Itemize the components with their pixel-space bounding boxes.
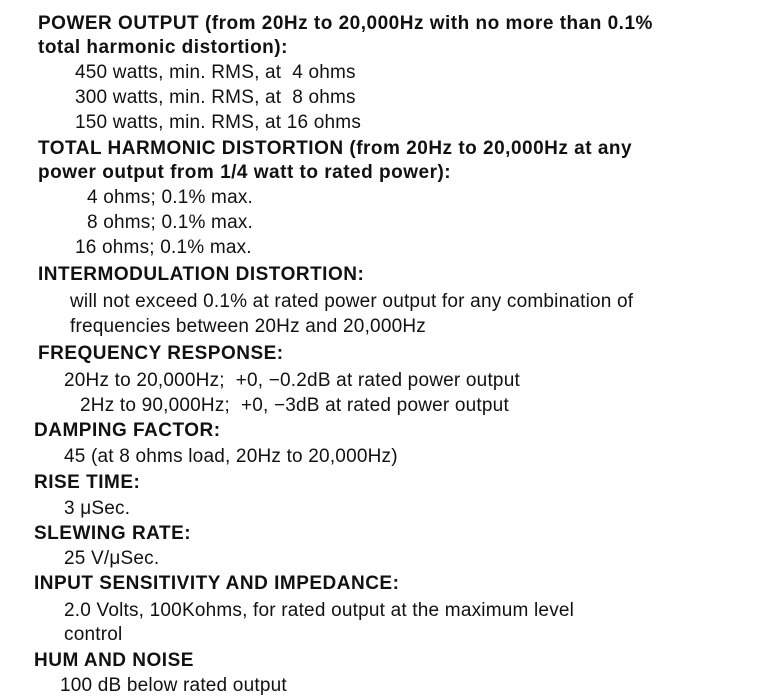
- frequency-response-wide-band: 2Hz to 90,000Hz; +0, −3dB at rated power output: [80, 395, 509, 416]
- power-output-heading-line-1: POWER OUTPUT (from 20Hz to 20,000Hz with no more than 0.1%: [38, 13, 653, 34]
- damping-factor-heading: DAMPING FACTOR:: [34, 420, 221, 441]
- slewing-rate-heading: SLEWING RATE:: [34, 523, 192, 544]
- rise-time-heading: RISE TIME:: [34, 472, 141, 493]
- imd-heading: INTERMODULATION DISTORTION:: [38, 264, 365, 285]
- imd-value-line-1: will not exceed 0.1% at rated power output for any combination of: [70, 291, 634, 312]
- hum-and-noise-heading: HUM AND NOISE: [34, 650, 194, 671]
- power-output-heading-line-2: total harmonic distortion):: [38, 37, 288, 58]
- hum-and-noise-value: 100 dB below rated output: [60, 675, 287, 696]
- frequency-response-heading: FREQUENCY RESPONSE:: [38, 343, 284, 364]
- power-output-4-ohms: 450 watts, min. RMS, at 4 ohms: [75, 62, 356, 83]
- thd-heading-line-2: power output from 1/4 watt to rated power):: [38, 162, 452, 183]
- thd-heading-line-1: TOTAL HARMONIC DISTORTION (from 20Hz to 20,000Hz at any: [38, 138, 633, 159]
- thd-16-ohms: 16 ohms; 0.1% max.: [75, 237, 252, 258]
- power-output-16-ohms: 150 watts, min. RMS, at 16 ohms: [75, 112, 362, 133]
- frequency-response-audio-band: 20Hz to 20,000Hz; +0, −0.2dB at rated power output: [64, 370, 520, 391]
- slewing-rate-value: 25 V/μSec.: [64, 548, 160, 569]
- damping-factor-value: 45 (at 8 ohms load, 20Hz to 20,000Hz): [64, 446, 398, 467]
- input-sensitivity-value-line-1: 2.0 Volts, 100Kohms, for rated output at the maximum level: [64, 600, 575, 621]
- power-output-8-ohms: 300 watts, min. RMS, at 8 ohms: [75, 87, 356, 108]
- input-sensitivity-value-line-2: control: [64, 624, 123, 645]
- rise-time-value: 3 μSec.: [64, 498, 131, 519]
- imd-value-line-2: frequencies between 20Hz and 20,000Hz: [70, 316, 426, 337]
- thd-4-ohms: 4 ohms; 0.1% max.: [87, 187, 254, 208]
- input-sensitivity-heading: INPUT SENSITIVITY AND IMPEDANCE:: [34, 573, 400, 594]
- thd-8-ohms: 8 ohms; 0.1% max.: [87, 212, 254, 233]
